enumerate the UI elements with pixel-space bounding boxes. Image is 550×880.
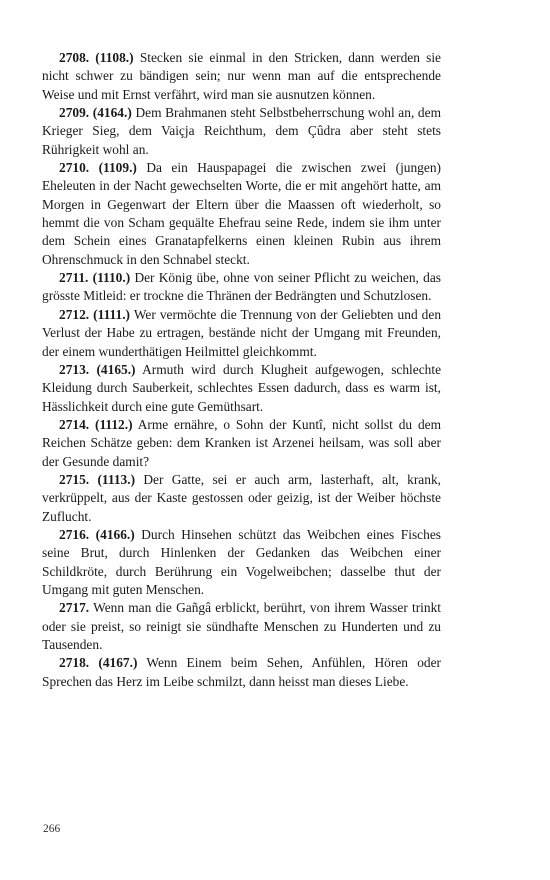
entry-2715 — [42, 471, 441, 526]
entry-text: Armuth wird durch Klugheit aufgewogen, schlechte Kleidung durch Sauberkeit, schlechtes Essen dadurch, dass es warm ist, Hässlichkeit durch eine gute Gemüthsart. — [42, 361, 442, 414]
entry-2714 — [42, 416, 441, 471]
entry-number: 2717. — [59, 600, 90, 616]
entry-number: 2710. (1109.) — [59, 160, 137, 176]
page-number: 266 — [43, 823, 61, 835]
entry-number: 2708. (1108.) — [59, 50, 134, 65]
entry-text: Arme ernähre, o Sohn der Kuntî, nicht sollst du dem Reichen Schätze geben: dem Kranken ist Arzenei heilsam, was soll aber der Gesunde damit? — [42, 416, 442, 469]
entry-text: Der König übe, ohne von seiner Pflicht zu weichen, das grösste Mitleid: er trockne die Thränen der Bedrängten und Schutzlosen. — [42, 270, 441, 304]
entry-text: Wer vermöchte die Trennung von der Geliebten und den Verlust der Habe zu ertragen, bestände nicht der Umgang mit Freunden, der einem wunderthätigen Heilmittel gleichkommt. — [42, 306, 442, 359]
entry-number: 2709. (4164.) — [59, 105, 132, 121]
entry-text: Durch Hinsehen schützt das Weibchen eines Fisches seine Brut, durch Hinlenken der Gedanken das Weibchen einer Schildkröte, durch Berührung ein Vogelweibchen; dasselbe thut der Umgang mit guten Menschen. — [42, 526, 441, 597]
main-text — [42, 49, 441, 691]
entry-2712 — [42, 306, 441, 361]
entry-number: 2711. (1110.) — [59, 270, 131, 286]
entry-text: Der Gatte, sei er auch arm, lasterhaft, alt, krank, verkrüppelt, aus der Kaste gestossen oder geizig, ist der Weiber höchste Zuflucht. — [42, 471, 441, 524]
entry-2716 — [42, 526, 441, 599]
entry-2713 — [42, 361, 441, 416]
entry-2710 — [42, 159, 441, 269]
entry-text: Stecken sie einmal in den Stricken, dann werden sie nicht schwer zu bändigen sein; nur wenn man auf die entsprechende Weise und mit Ernst verfährt, wird man sie ausnutzen können. — [42, 50, 441, 102]
entry-2708 — [42, 49, 441, 104]
entry-2718 — [42, 654, 441, 691]
entry-number: 2713. (4165.) — [59, 361, 136, 377]
entry-text: Dem Brahmanen steht Selbstbeherrschung wohl an, dem Krieger Sieg, dem Vaiçja Reichthum, dem Çûdra aber steht stets Rührigkeit wohl an. — [42, 105, 441, 157]
entry-2709 — [42, 104, 441, 159]
entry-number: 2712. (1111.) — [59, 306, 131, 322]
entry-number: 2714. (1112.) — [59, 416, 133, 432]
entry-2717 — [42, 599, 441, 654]
entry-text: Wenn Einem beim Sehen, Anfühlen, Hören oder Sprechen das Herz im Leibe schmilzt, dann heisst man dieses Liebe. — [42, 655, 441, 689]
entry-number: 2715. (1113.) — [59, 471, 136, 487]
entry-number: 2716. (4166.) — [59, 526, 135, 542]
entry-text: Da ein Hauspapagei die zwischen zwei (jungen) Eheleuten in der Nacht gewechselten Worte, die er mit angehört hatte, am Morgen in Gegenwart der Eltern über die Maassen oft wiederholt, so hemmt die von Scham gequälte Ehefrau seine Rede, indem sie ihm unter dem Schein eines Granatapfelkerns einen kleinen Rubin aus ihrem Ohrenschmuck in den Schnabel steckt. — [42, 160, 441, 267]
entry-number: 2718. (4167.) — [59, 655, 138, 671]
entry-text: Wenn man die Gañgâ erblickt, berührt, von ihrem Wasser trinkt oder sie preist, so reinigt sie sündhafte Menschen zu Hunderten und zu Tausenden. — [42, 600, 442, 652]
entry-2711 — [42, 269, 441, 306]
